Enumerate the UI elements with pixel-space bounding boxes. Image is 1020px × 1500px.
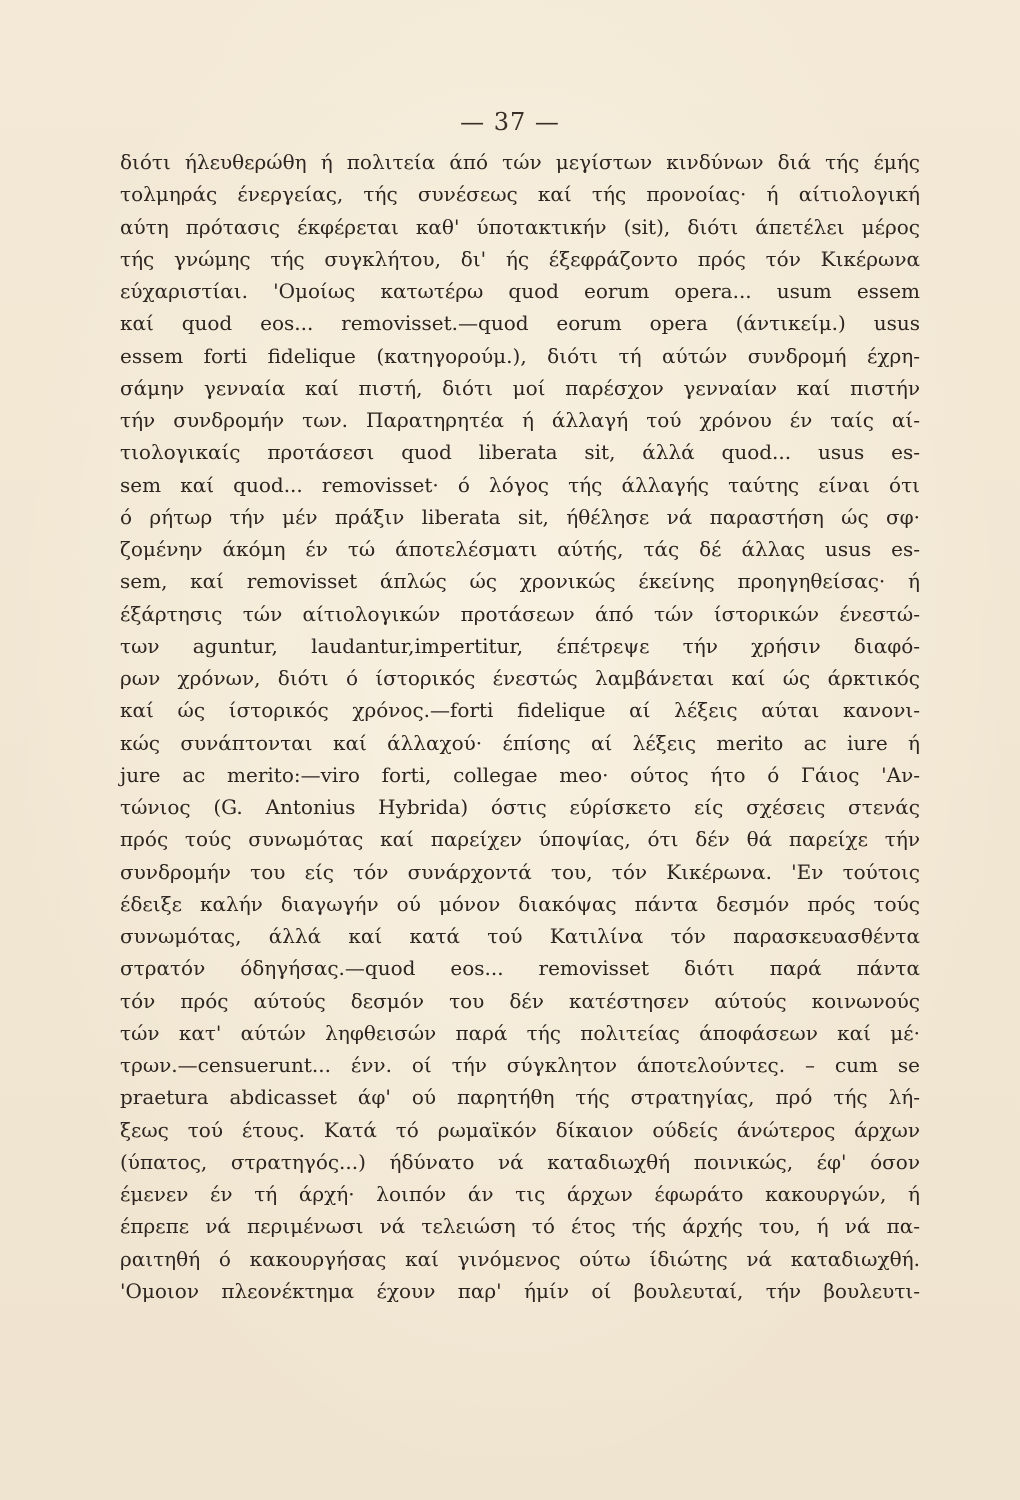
text-line: αύτη πρότασις έκφέρεται καθ' ύποτακτικήν (sit), διότι άπετέλει μέρος	[120, 214, 920, 239]
text-line: sem, καί removisset άπλώς ώς χρονικώς έκείνης προηγηθείσας· ή	[120, 569, 920, 594]
text-line: τολμηράς ένεργείας, τής συνέσεως καί τής προνοίας· ή αίτιολογική	[120, 182, 920, 207]
text-line: jure ac merito:—viro forti, collegae meo· ούτος ήτο ό Γάιος 'Αν-	[120, 762, 920, 787]
text-line: καί quod eos... removisset.—quod eorum opera (άντικείμ.) usus	[120, 311, 920, 336]
text-line: ξεως τού έτους. Κατά τό ρωμαϊκόν δίκαιον ούδείς άνώτερος άρχων	[120, 1117, 920, 1142]
text-line: τιολογικαίς προτάσεσι quod liberata sit, άλλά quod... usus es-	[120, 440, 920, 465]
text-line: στρατόν όδηγήσας.—quod eos... removisset διότι παρά πάντα	[120, 956, 920, 981]
text-line: ρων χρόνων, διότι ό ίστορικός ένεστώς λαμβάνεται καί ώς άρκτικός	[120, 666, 920, 690]
text-line: τήν συνδρομήν των. Παρατηρητέα ή άλλαγή τού χρόνου έν ταίς αί-	[120, 408, 920, 432]
text-line: έξάρτησις τών αίτιολογικών προτάσεων άπό τών ίστορικών ένεστώ-	[120, 601, 920, 626]
text-line: τώνιος (G. Antonius Hybrida) όστις εύρίσκετο είς σχέσεις στενάς	[120, 795, 920, 819]
text-line: εύχαριστίαι. 'Ομοίως κατωτέρω quod eorum opera... usum essem	[120, 279, 920, 303]
text-line: συνωμότας, άλλά καί κατά τού Κατιλίνα τόν παρασκευασθέντα	[120, 924, 920, 948]
text-line: συνδρομήν του είς τόν συνάρχοντά του, τόν Κικέρωνα. 'Εν τούτοις	[120, 859, 920, 884]
text-line: τρων.—censuerunt... ένν. οί τήν σύγκλητον άποτελούντες. – cum se	[120, 1053, 920, 1077]
text-line: σάμην γενναία καί πιστή, διότι μοί παρέσχον γενναίαν καί πιστήν	[120, 375, 920, 400]
text-line: ζομένην άκόμη έν τώ άποτελέσματι αύτής, τάς δέ άλλας usus es-	[120, 537, 920, 561]
text-line: των aguntur, laudantur,impertitur, έπέτρεψε τήν χρήσιν διαφό-	[120, 633, 920, 658]
text-line: τής γνώμης τής συγκλήτου, δι' ής έξεφράζοντο πρός τόν Κικέρωνα	[120, 246, 920, 271]
text-line: έδειξε καλήν διαγωγήν ού μόνον διακόψας πάντα δεσμόν πρός τούς	[120, 891, 920, 916]
commentary-text	[120, 146, 920, 1307]
text-line: έμενεν έν τή άρχή· λοιπόν άν τις άρχων έφωράτο κακουργών, ή	[120, 1182, 920, 1206]
text-line: essem forti fidelique (κατηγορούμ.), διότι τή αύτών συνδρομή έχρη-	[120, 343, 920, 368]
text-line: τόν πρός αύτούς δεσμόν του δέν κατέστησεν αύτούς κοινωνούς	[120, 988, 920, 1013]
text-line: ό ρήτωρ τήν μέν πράξιν liberata sit, ήθέλησε νά παραστήση ώς σφ·	[120, 504, 920, 529]
text-line: (ύπατος, στρατηγός...) ήδύνατο νά καταδιωχθή ποινικώς, έφ' όσον	[120, 1149, 920, 1174]
text-line: έπρεπε νά περιμένωσι νά τελειώση τό έτος τής άρχής του, ή νά πα-	[120, 1214, 920, 1239]
text-line: praetura abdicasset άφ' ού παρητήθη τής στρατηγίας, πρό τής λή-	[120, 1085, 920, 1110]
text-line: πρός τούς συνωμότας καί παρείχεν ύποψίας, ότι δέν θά παρείχε τήν	[120, 827, 920, 852]
text-line: 'Ομοιον πλεονέκτημα έχουν παρ' ήμίν οί βουλευταί, τήν βουλευτι-	[120, 1278, 920, 1303]
text-line: καί ώς ίστορικός χρόνος.—forti fidelique αί λέξεις αύται κανονι-	[120, 698, 920, 723]
text-line: ραιτηθή ό κακουργήσας καί γινόμενος ούτω ίδιώτης νά καταδιωχθή.	[120, 1246, 920, 1271]
text-line: τών κατ' αύτών ληφθεισών παρά τής πολιτείας άποφάσεων καί μέ·	[120, 1020, 920, 1045]
page-number: — 37 —	[460, 108, 560, 136]
text-line: διότι ήλευθερώθη ή πολιτεία άπό τών μεγίστων κινδύνων διά τής έμής	[120, 150, 920, 174]
text-line: κώς συνάπτονται καί άλλαχού· έπίσης αί λέξεις merito ac iure ή	[120, 730, 920, 755]
text-line: sem καί quod... removisset· ό λόγος τής άλλαγής ταύτης είναι ότι	[120, 472, 920, 497]
